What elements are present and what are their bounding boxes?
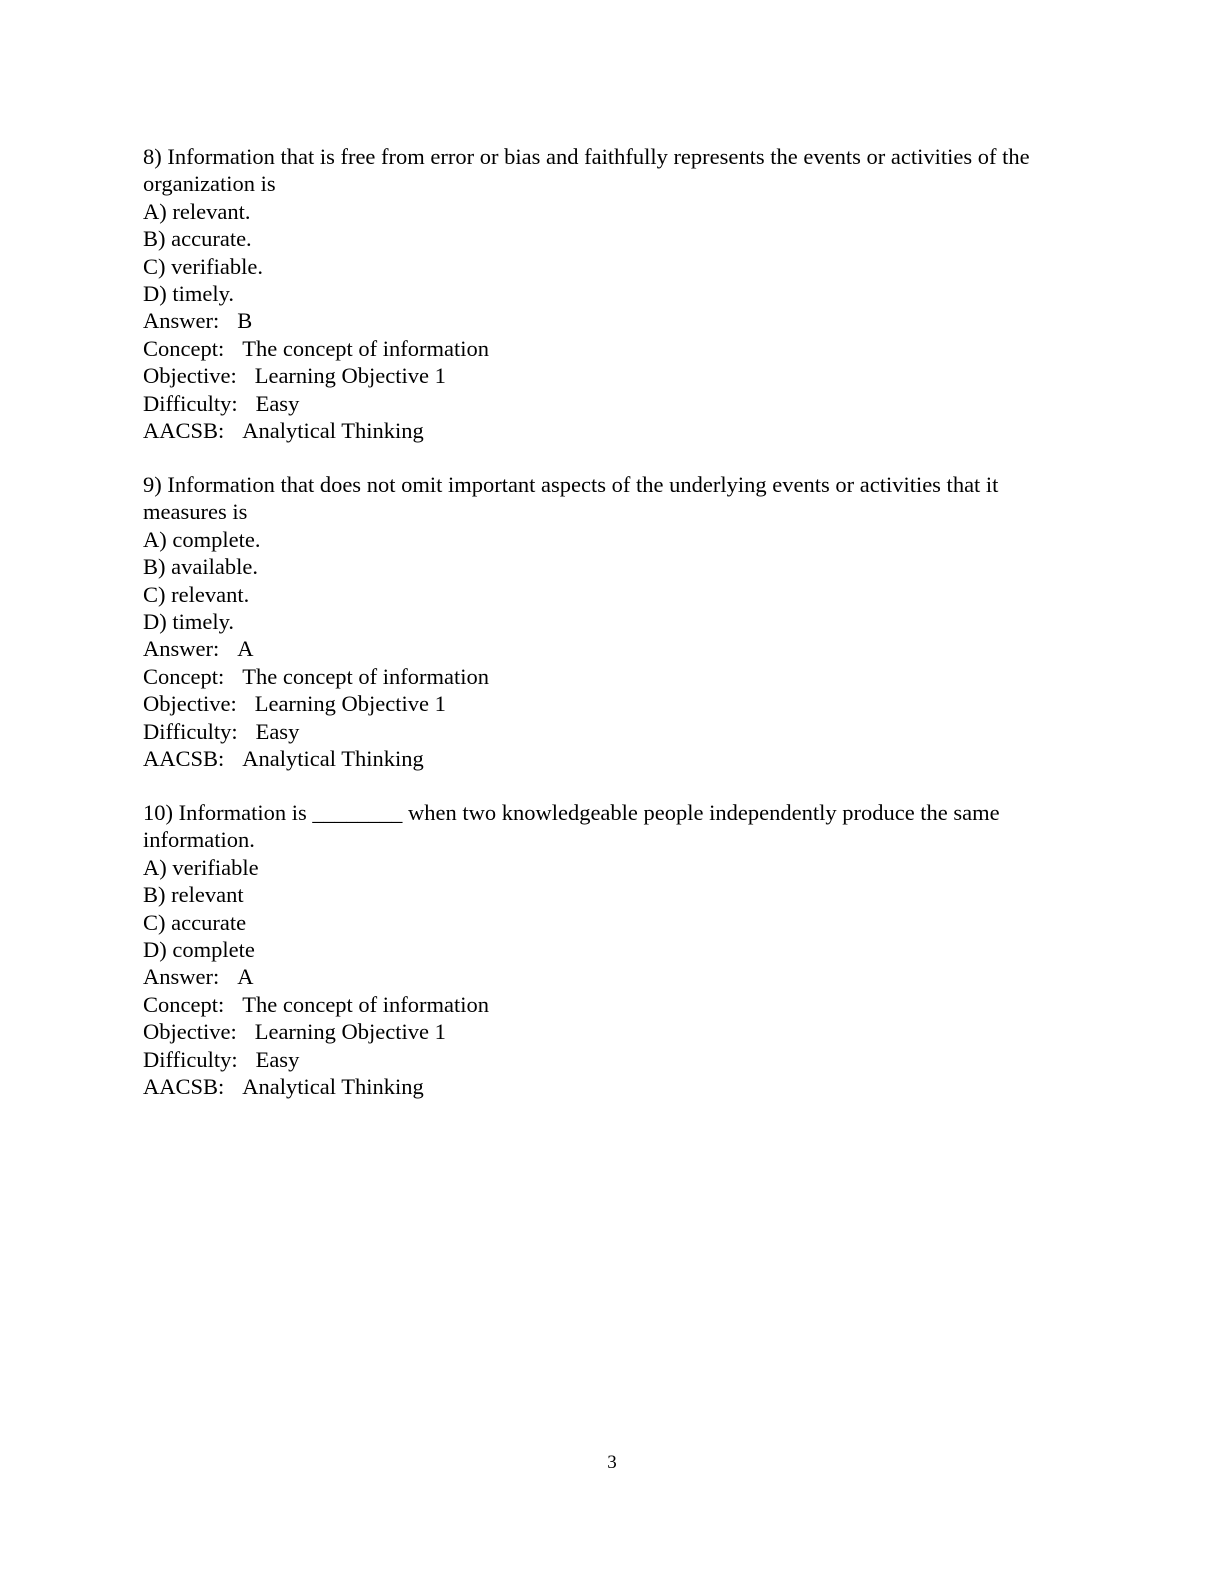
- difficulty-label: Difficulty:: [143, 718, 238, 744]
- concept-value: The concept of information: [242, 663, 490, 689]
- concept-row: [143, 991, 1053, 1018]
- answer-row: [143, 307, 1053, 334]
- objective-row: [143, 1018, 1053, 1045]
- aacsb-value: Analytical Thinking: [242, 746, 424, 772]
- aacsb-label: AACSB:: [143, 746, 225, 772]
- aacsb-value: Analytical Thinking: [242, 418, 424, 444]
- aacsb-label: AACSB:: [143, 1074, 225, 1100]
- option-b: B) available.: [143, 554, 258, 580]
- concept-label: Concept:: [143, 991, 225, 1017]
- aacsb-row: [143, 417, 1053, 444]
- option-c: C) verifiable.: [143, 253, 263, 279]
- objective-label: Objective:: [143, 363, 237, 389]
- difficulty-row: [143, 390, 1053, 417]
- page-number: 3: [607, 1452, 617, 1473]
- objective-label: Objective:: [143, 691, 237, 717]
- answer-value: B: [237, 308, 253, 334]
- answer-value: A: [237, 636, 254, 662]
- objective-row: [143, 362, 1053, 389]
- concept-label: Concept:: [143, 663, 225, 689]
- aacsb-row: [143, 745, 1053, 772]
- concept-label: Concept:: [143, 335, 225, 361]
- question-stem: 10) Information is ________ when two knowledgeable people independently produce the same information.: [143, 800, 1000, 853]
- objective-value: Learning Objective 1: [254, 1019, 446, 1045]
- option-d: D) complete: [143, 937, 255, 963]
- question-stem: 9) Information that does not omit important aspects of the underlying events or activities that it measures is: [143, 472, 999, 525]
- aacsb-label: AACSB:: [143, 418, 225, 444]
- answer-value: A: [237, 964, 254, 990]
- difficulty-row: [143, 1046, 1053, 1073]
- option-d: D) timely.: [143, 609, 235, 635]
- option-c: C) relevant.: [143, 581, 250, 607]
- question-stem: 8) Information that is free from error or bias and faithfully represents the events or activities of the organization is: [143, 144, 1030, 197]
- question-9: [143, 471, 1053, 772]
- objective-value: Learning Objective 1: [254, 363, 446, 389]
- question-10: [143, 799, 1053, 1100]
- concept-value: The concept of information: [242, 991, 490, 1017]
- objective-label: Objective:: [143, 1019, 237, 1045]
- concept-row: [143, 335, 1053, 362]
- option-c: C) accurate: [143, 909, 247, 935]
- aacsb-row: [143, 1073, 1053, 1100]
- difficulty-value: Easy: [255, 718, 300, 744]
- difficulty-value: Easy: [255, 1046, 300, 1072]
- objective-row: [143, 690, 1053, 717]
- difficulty-value: Easy: [255, 390, 300, 416]
- answer-label: Answer:: [143, 636, 220, 662]
- option-a: A) verifiable: [143, 854, 259, 880]
- concept-row: [143, 663, 1053, 690]
- answer-label: Answer:: [143, 308, 220, 334]
- difficulty-label: Difficulty:: [143, 390, 238, 416]
- question-8: [143, 143, 1053, 444]
- objective-value: Learning Objective 1: [254, 691, 446, 717]
- difficulty-label: Difficulty:: [143, 1046, 238, 1072]
- option-d: D) timely.: [143, 281, 235, 307]
- answer-row: [143, 635, 1053, 662]
- answer-label: Answer:: [143, 964, 220, 990]
- option-b: B) accurate.: [143, 226, 252, 252]
- option-a: A) complete.: [143, 526, 261, 552]
- option-b: B) relevant: [143, 882, 244, 908]
- aacsb-value: Analytical Thinking: [242, 1074, 424, 1100]
- concept-value: The concept of information: [242, 335, 490, 361]
- difficulty-row: [143, 718, 1053, 745]
- answer-row: [143, 963, 1053, 990]
- option-a: A) relevant.: [143, 198, 251, 224]
